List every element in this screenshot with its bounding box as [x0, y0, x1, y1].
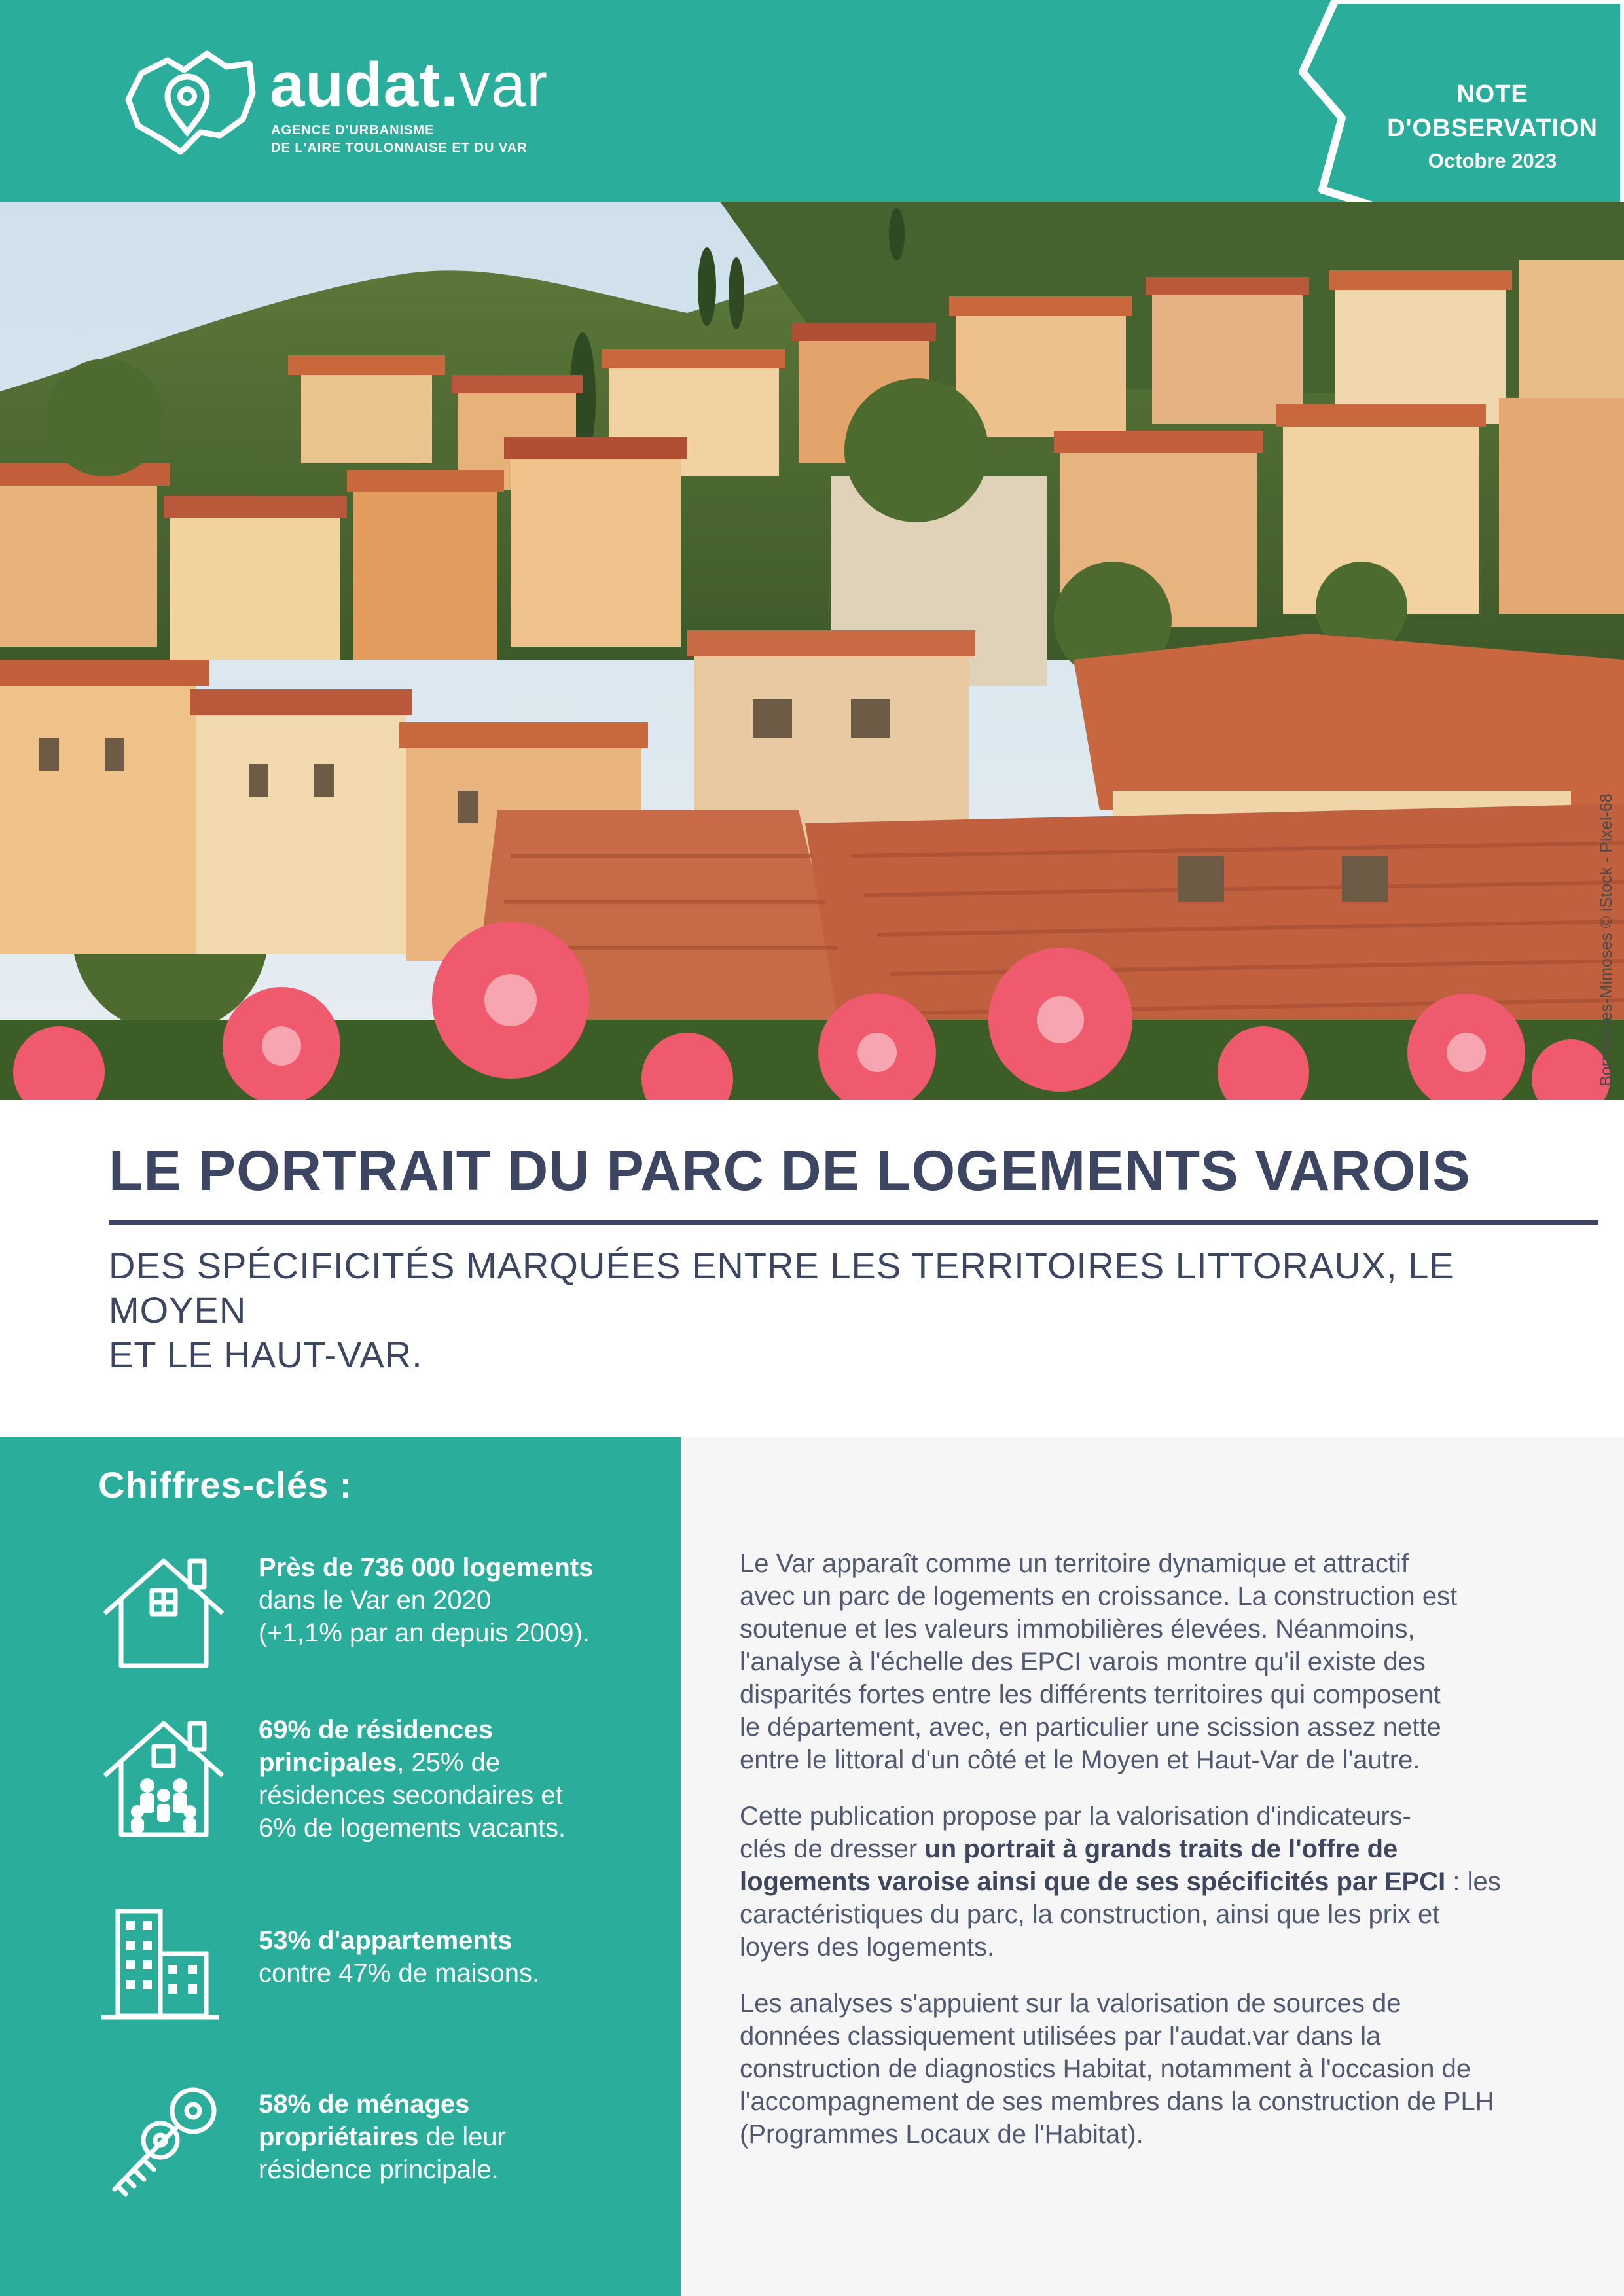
badge-note: NOTE — [1456, 81, 1528, 108]
observation-badge — [1335, 77, 1624, 177]
key-figure-residences: 69% de résidences principales, 25% de résidences secondaires et 6% de logements vacants. — [98, 1713, 661, 1851]
house-with-family-icon — [98, 1713, 229, 1844]
key-figures-title: Chiffres-clés : — [98, 1464, 353, 1505]
page-title: LE PORTRAIT DU PARC DE LOGEMENTS VAROIS — [109, 1139, 1471, 1202]
title-divider — [109, 1220, 1598, 1225]
brand-subtitle: AGENCE D'URBANISME DE L'AIRE TOULONNAISE ET DU VAR — [271, 123, 528, 155]
hero-photo — [0, 202, 1624, 1100]
house-icon — [98, 1551, 229, 1672]
key-figure-apartments: 53% d'appartements contre 47% de maisons. — [98, 1905, 661, 2029]
page-subtitle: DES SPÉCIFICITÉS MARQUÉES ENTRE LES TERRITOIRES LITTORAUX, LE MOYEN ET LE HAUT-VAR. — [109, 1245, 1454, 1375]
location-pin-map-icon — [122, 47, 259, 165]
badge-observation: D'OBSERVATION — [1387, 115, 1598, 142]
badge-date: Octobre 2023 — [1428, 149, 1557, 172]
intro-paragraph-2: Cette publication propose par la valorisation d'indicateurs- clés de dresser un portrait à grands traits de l'offre de logements varoise ainsi que de ses spécificités par EPCI : les caractéristiques du parc, la construction, ainsi que les prix et loyers des logements. — [740, 1802, 1501, 1962]
brand-name: audat.var — [270, 50, 549, 120]
key-figure-housing-count: Près de 736 000 logements dans le Var en 2020 (+1,1% par an depuis 2009). — [98, 1551, 661, 1682]
key-figure-owners: 58% de ménages propriétaires de leur résidence principale. — [98, 2081, 661, 2212]
apartment-buildings-icon — [98, 1905, 229, 2026]
intro-paragraph-3: Les analyses s'appuient sur la valorisation de sources de données classiquement utilisées par l'audat.var dans la construction de diagnostics Habitat, notamment à l'occasion de l'accompagnement de ses membres dans la construction de PLH (Programmes Locaux de l'Habitat). — [740, 1989, 1494, 2149]
photo-credit: Bormes-les-Mimoses © iStock - Pixel-68 — [1597, 793, 1615, 1086]
intro-paragraph-1: Le Var apparaît comme un territoire dynamique et attractif avec un parc de logements en croissance. La construction est soutenue et les valeurs immobilières élevées. Néanmoins, l'analyse à l'échelle des EPCI varois montre qu'il existe des disparités fortes entre les différents territoires qui composent le département, avec, en particulier une scission assez nette entre le littoral d'un côté et le Moyen et Haut-Var de l'autre. — [740, 1549, 1458, 1774]
keys-icon — [98, 2081, 229, 2202]
